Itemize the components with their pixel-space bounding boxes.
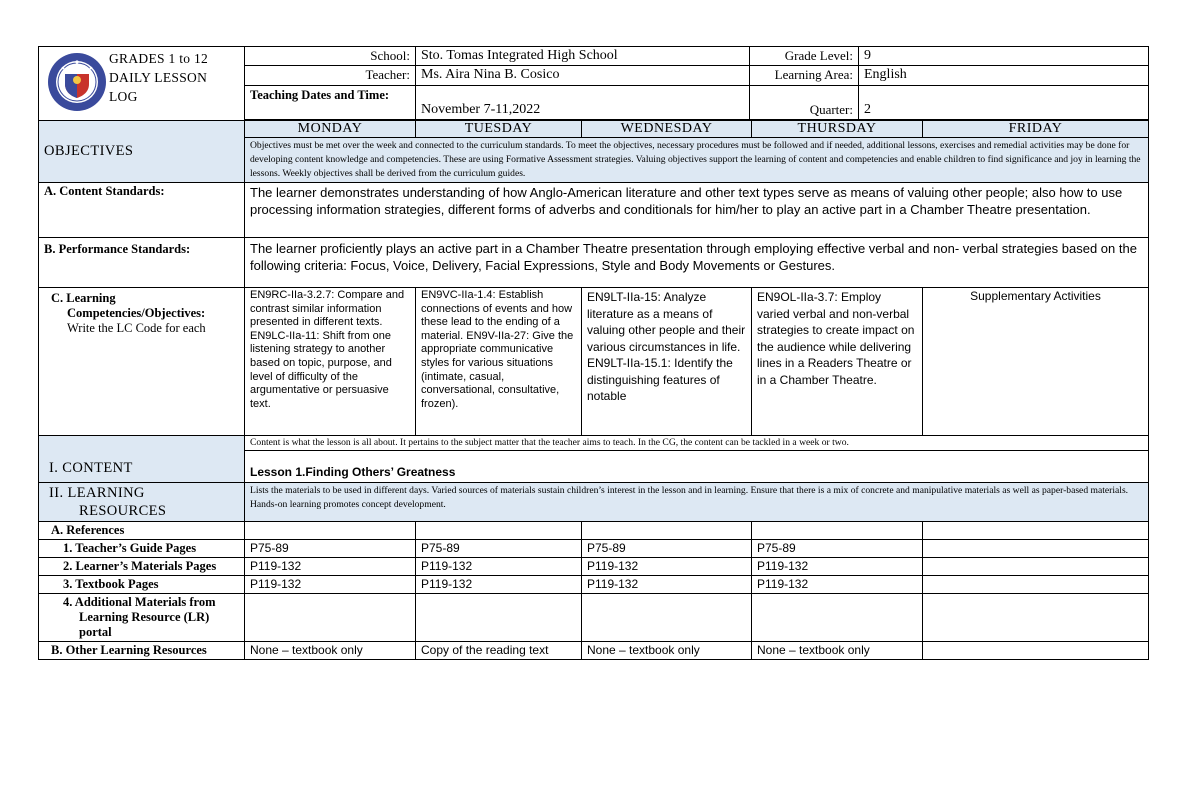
additional-materials-thursday bbox=[752, 594, 923, 642]
references-cell bbox=[416, 522, 582, 540]
content-lesson-title: Lesson 1.Finding Others’ Greatness bbox=[245, 451, 1149, 483]
other-resources-wednesday: None – textbook only bbox=[582, 642, 752, 660]
references-cell bbox=[923, 522, 1149, 540]
references-cell bbox=[245, 522, 416, 540]
objectives-label: OBJECTIVES bbox=[39, 121, 245, 183]
day-friday: FRIDAY bbox=[923, 121, 1149, 138]
learning-area-label: Learning Area: bbox=[750, 66, 859, 85]
learners-materials-label: 2. Learner’s Materials Pages bbox=[39, 558, 245, 576]
day-tuesday: TUESDAY bbox=[416, 121, 582, 138]
teachers-guide-wednesday: P75-89 bbox=[582, 540, 752, 558]
competencies-label bbox=[39, 288, 245, 436]
day-wednesday: WEDNESDAY bbox=[582, 121, 752, 138]
learning-resources-label-line1: II. LEARNING bbox=[49, 485, 145, 501]
other-resources-friday bbox=[923, 642, 1149, 660]
textbook-pages-thursday: P119-132 bbox=[752, 576, 923, 594]
lesson-log-table bbox=[38, 120, 1149, 660]
competencies-label-line1: C. Learning bbox=[51, 291, 116, 305]
learners-materials-friday bbox=[923, 558, 1149, 576]
teacher-value: Ms. Aira Nina B. Cosico bbox=[416, 66, 750, 85]
learning-area-value: English bbox=[859, 66, 1149, 85]
additional-materials-wednesday bbox=[582, 594, 752, 642]
teaching-dates-label: Teaching Dates and Time: bbox=[245, 85, 416, 120]
additional-materials-label bbox=[39, 594, 245, 642]
competency-monday: EN9RC-IIa-3.2.7: Compare and contrast similar information presented in different texts. EN9LC-IIa-11: Shift from one listening strategy to another based on topic, purpose, and level of difficulty of the argumentative or persuasive text. bbox=[245, 288, 416, 436]
additional-materials-label-line1: 4. Additional Materials from bbox=[63, 595, 216, 609]
textbook-pages-friday bbox=[923, 576, 1149, 594]
day-thursday: THURSDAY bbox=[752, 121, 923, 138]
learning-resources-label bbox=[39, 483, 245, 522]
grade-level-value: 9 bbox=[859, 47, 1149, 66]
teachers-guide-thursday: P75-89 bbox=[752, 540, 923, 558]
competency-thursday: EN9OL-IIa-3.7: Employ varied verbal and non-verbal strategies to create impact on the audience while delivering lines in a Readers Theatre or in a Chamber Theatre. bbox=[752, 288, 923, 436]
additional-materials-friday bbox=[923, 594, 1149, 642]
content-label: I. CONTENT bbox=[39, 436, 245, 483]
references-cell bbox=[582, 522, 752, 540]
references-label: A. References bbox=[39, 522, 245, 540]
competencies-label-line3: Write the LC Code for each bbox=[67, 321, 206, 335]
header-table bbox=[244, 46, 1149, 120]
additional-materials-label-line2: Learning Resource (LR) bbox=[79, 610, 210, 624]
competency-friday: Supplementary Activities bbox=[923, 288, 1149, 436]
performance-standards-text: The learner proficiently plays an active part in a Chamber Theatre presentation through employing effective verbal and non- verbal strategies based on the following criteria: Focus, Voice, Delivery, Facial Expressions, Style and Body Movements or Gestures. bbox=[245, 238, 1149, 288]
competency-wednesday: EN9LT-IIa-15: Analyze literature as a means of valuing other people and their various circumstances in life. EN9LT-IIa-15.1: Identify the distinguishing features of notable bbox=[582, 288, 752, 436]
learners-materials-thursday: P119-132 bbox=[752, 558, 923, 576]
learners-materials-wednesday: P119-132 bbox=[582, 558, 752, 576]
additional-materials-monday bbox=[245, 594, 416, 642]
teachers-guide-label: 1. Teacher’s Guide Pages bbox=[39, 540, 245, 558]
additional-materials-label-line3: portal bbox=[79, 625, 112, 639]
teachers-guide-monday: P75-89 bbox=[245, 540, 416, 558]
deped-seal-icon bbox=[47, 52, 107, 112]
competency-tuesday: EN9VC-IIa-1.4: Establish connections of events and how these lead to the ending of a material. EN9V-IIa-27: Give the appropriate communicative styles for various situations (intimate, casual, conversational, consultative, frozen). bbox=[416, 288, 582, 436]
day-monday: MONDAY bbox=[245, 121, 416, 138]
other-resources-tuesday: Copy of the reading text bbox=[416, 642, 582, 660]
content-standards-label: A. Content Standards: bbox=[39, 183, 245, 238]
additional-materials-tuesday bbox=[416, 594, 582, 642]
performance-standards-label: B. Performance Standards: bbox=[39, 238, 245, 288]
teaching-dates-value: November 7-11,2022 bbox=[416, 85, 750, 120]
learners-materials-tuesday: P119-132 bbox=[416, 558, 582, 576]
textbook-pages-monday: P119-132 bbox=[245, 576, 416, 594]
content-note: Content is what the lesson is all about. It pertains to the subject matter that the teacher aims to teach. In the CG, the content can be tackled in a week or two. bbox=[245, 436, 1149, 451]
textbook-pages-label: 3. Textbook Pages bbox=[39, 576, 245, 594]
teachers-guide-tuesday: P75-89 bbox=[416, 540, 582, 558]
content-standards-text: The learner demonstrates understanding of how Anglo-American literature and other text types serve as means of valuing other people; also how to use processing information strategies, different forms of adverbs and conditionals for him/her to play an active part in a Chamber Theatre presentation. bbox=[245, 183, 1149, 238]
header-logo-block bbox=[38, 46, 244, 120]
objectives-note: Objectives must be met over the week and connected to the curriculum standards. To meet the objectives, necessary procedures must be followed and if needed, additional lessons, exercises and remedial activities may be done for developing content knowledge and competencies. These are using Formative Assessment strategies. Valuing objectives support the learning of content and competencies and enable children to find significance and joy in learning the lessons. Weekly objectives shall be derived from the curriculum guides. bbox=[245, 138, 1149, 183]
learning-resources-label-line2: RESOURCES bbox=[79, 503, 167, 519]
school-value: Sto. Tomas Integrated High School bbox=[416, 47, 750, 66]
grade-level-label: Grade Level: bbox=[750, 47, 859, 66]
school-label: School: bbox=[245, 47, 416, 66]
references-cell bbox=[752, 522, 923, 540]
teachers-guide-friday bbox=[923, 540, 1149, 558]
other-resources-label: B. Other Learning Resources bbox=[39, 642, 245, 660]
textbook-pages-wednesday: P119-132 bbox=[582, 576, 752, 594]
textbook-pages-tuesday: P119-132 bbox=[416, 576, 582, 594]
teacher-label: Teacher: bbox=[245, 66, 416, 85]
quarter-label: Quarter: bbox=[750, 85, 859, 120]
competencies-label-line2: Competencies/Objectives: bbox=[67, 306, 206, 320]
other-resources-thursday: None – textbook only bbox=[752, 642, 923, 660]
learning-resources-note: Lists the materials to be used in different days. Varied sources of materials sustain children’s interest in the lesson and in learning. Ensure that there is a mix of concrete and manipulative materials as well as paper-based materials. Hands-on learning promotes concept development. bbox=[245, 483, 1149, 522]
quarter-value: 2 bbox=[859, 85, 1149, 120]
dll-title: GRADES 1 to 12 DAILY LESSON LOG bbox=[109, 51, 209, 104]
learners-materials-monday: P119-132 bbox=[245, 558, 416, 576]
other-resources-monday: None – textbook only bbox=[245, 642, 416, 660]
